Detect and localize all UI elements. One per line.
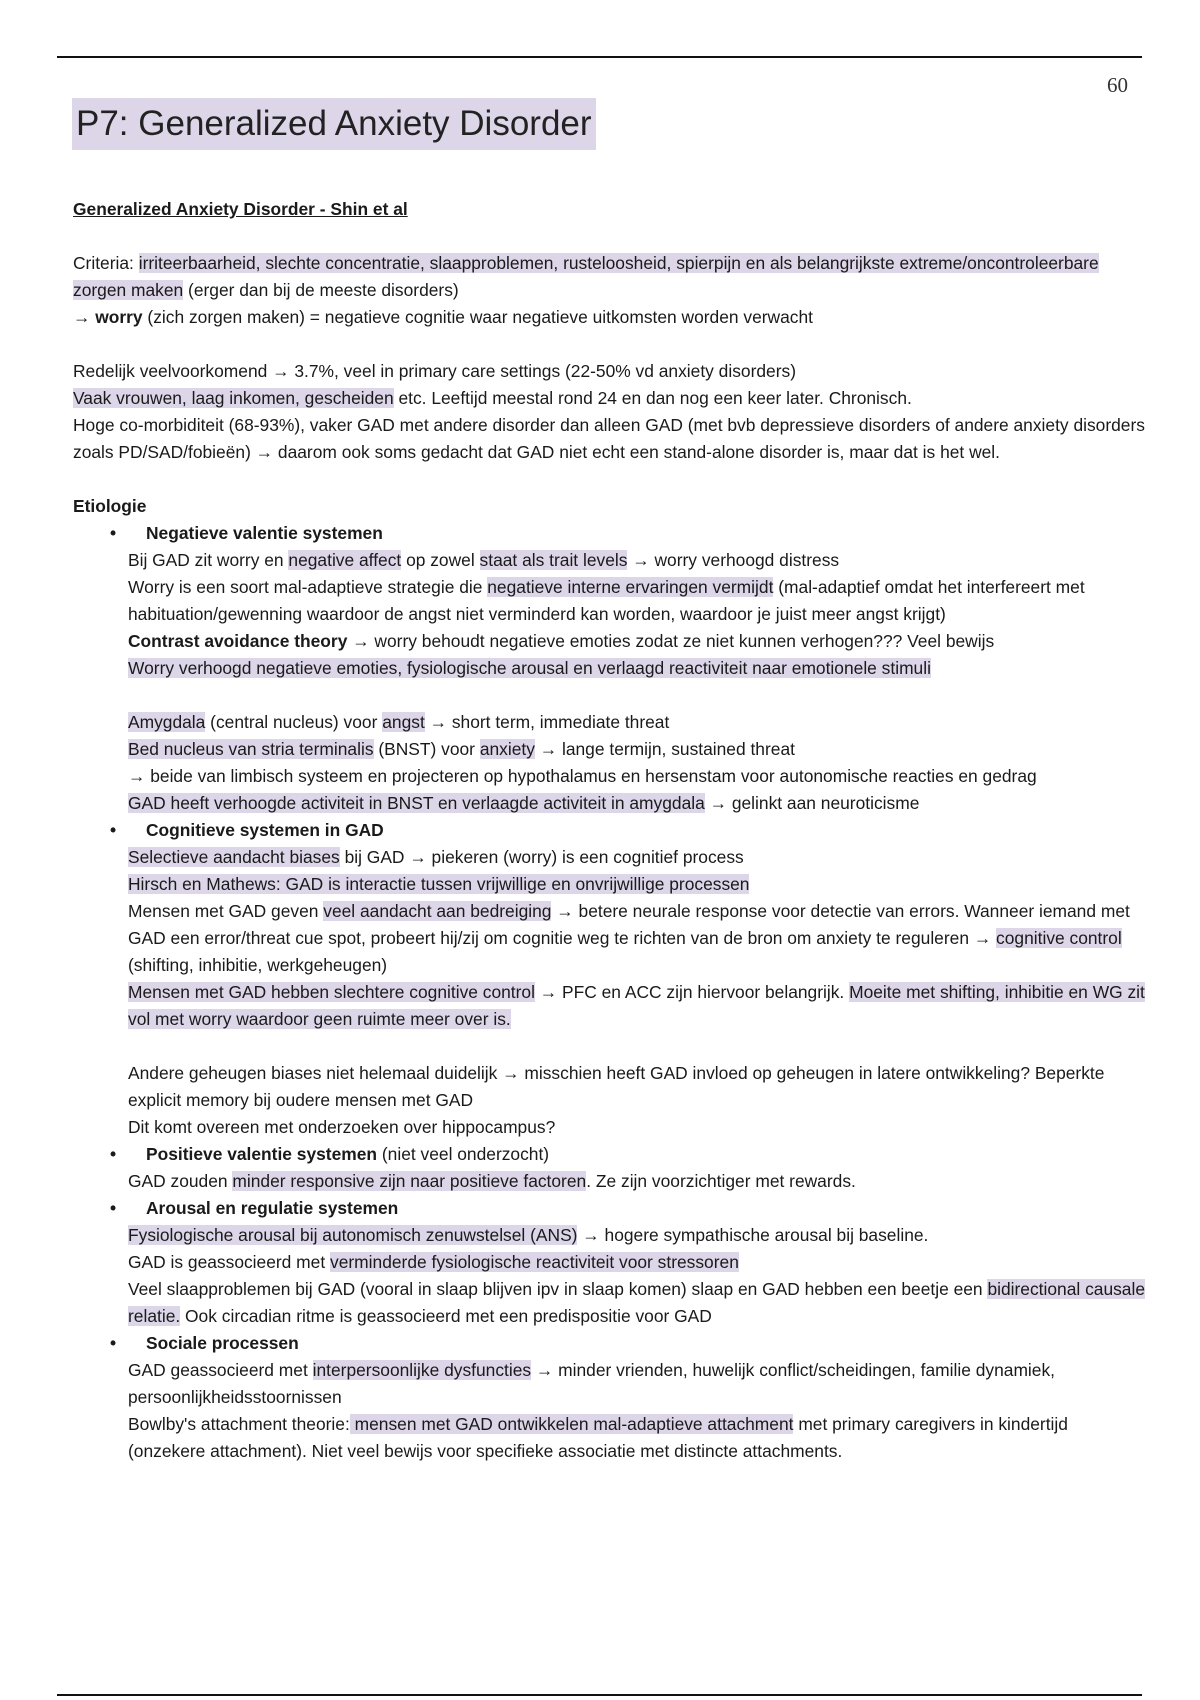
contrast-avoidance-term: Contrast avoidance theory [128, 631, 348, 651]
text: (BNST) voor [373, 739, 480, 759]
text: (mal-adaptief omdat het interfereert met habituation/gewenning waardoor de angst niet verminderd kan worden, waardoor je juist meer angst krijgt) [128, 577, 1085, 624]
cog-line-4 [128, 979, 1148, 1033]
text: → betere neurale response voor detectie van errors. Wanneer iemand met GAD een error/threat cue spot, probeert hij/zij om cognitie weg te richten van de bron om anxiety te reguleren → [128, 901, 1130, 948]
section-title: Generalized Anxiety Disorder - Shin et al [73, 199, 408, 219]
highlight: Bed nucleus van stria terminalis [128, 739, 374, 759]
social-line-2 [128, 1411, 1148, 1465]
heading-text: Positieve valentie systemen [146, 1144, 378, 1164]
highlight: Mensen met GAD hebben slechtere cognitive control [128, 982, 535, 1002]
cog-line-6: Dit komt overeen met onderzoeken over hippocampus? [128, 1117, 556, 1137]
text: GAD geassocieerd met [128, 1360, 313, 1380]
worry-arrow: → [73, 307, 96, 327]
neg-line-4 [128, 655, 1148, 682]
highlight: verminderde fysiologische reactiviteit voor stressoren [330, 1252, 739, 1272]
bullet-heading: • Arousal en regulatie systemen [128, 1195, 1148, 1222]
text: Mensen met GAD geven [128, 901, 324, 921]
bullet-heading: • Sociale processen [128, 1330, 1148, 1357]
text: GAD is geassocieerd met [128, 1252, 331, 1272]
text: met primary caregivers in kindertijd (onzekere attachment). Niet veel bewijs voor specifieke associatie met distincte attachments. [128, 1414, 1068, 1461]
prevalence-line: Redelijk veelvoorkomend → 3.7%, veel in primary care settings (22-50% vd anxiety disorders) [73, 361, 796, 381]
text: Veel slaapproblemen bij GAD (vooral in slaap blijven ipv in slaap komen) slaap en GAD hebben een beetje een [128, 1279, 988, 1299]
highlight: GAD heeft verhoogde activiteit in BNST en verlaagde activiteit in amygdala [128, 793, 705, 813]
text: → short term, immediate threat [424, 712, 670, 732]
bottom-rule [57, 1694, 1142, 1696]
highlight: Selectieve aandacht biases [128, 847, 340, 867]
pos-line-1 [128, 1168, 1148, 1195]
highlight: angst [382, 712, 425, 732]
text: → worry behoudt negatieve emoties zodat ze niet kunnen verhogen??? Veel bewijs [347, 631, 995, 651]
highlight: Amygdala [128, 712, 206, 732]
neg-line-5 [128, 709, 1148, 736]
highlight: negative affect [288, 550, 402, 570]
cog-line-1 [128, 844, 1148, 871]
cog-line-5: Andere geheugen biases niet helemaal duidelijk → misschien heeft GAD invloed op geheugen in latere ontwikkeling? Beperkte explicit memory bij oudere mensen met GAD [128, 1063, 1105, 1110]
arousal-line-1 [128, 1222, 1148, 1249]
highlight: veel aandacht aan bedreiging [323, 901, 552, 921]
highlight: bidirectional causale relatie. [128, 1279, 1146, 1326]
bullet-heading: • Cognitieve systemen in GAD [128, 817, 1148, 844]
demographics-line [73, 385, 1148, 412]
text: op zowel [401, 550, 480, 570]
cog-line-3 [128, 898, 1148, 979]
arousal-line-2 [128, 1249, 1148, 1276]
neg-line-3 [128, 628, 1148, 655]
criteria-label: Criteria: [73, 253, 139, 273]
top-rule [57, 56, 1142, 58]
text: GAD zouden [128, 1171, 233, 1191]
highlight: negatieve interne ervaringen vermijdt [487, 577, 774, 597]
etiologie-list [73, 520, 1148, 1465]
highlight: staat als trait levels [479, 550, 628, 570]
neg-line-7: → beide van limbisch systeem en projecteren op hypothalamus en hersenstam voor autonomische reacties en gedrag [128, 766, 1037, 786]
criteria-highlight: irriteerbaarheid, slechte concentratie, slaapproblemen, rusteloosheid, spierpijn en als belangrijkste extreme/oncontroleerbare zorgen maken [73, 253, 1099, 300]
neg-line-6 [128, 736, 1148, 763]
list-item-sociale-processen [128, 1330, 1148, 1465]
highlight: Worry verhoogd negatieve emoties, fysiologische arousal en verlaagd reactiviteit naar emotionele stimuli [128, 658, 931, 678]
text: Bij GAD zit worry en [128, 550, 289, 570]
bullet-heading [128, 1141, 1148, 1168]
demographics-highlight: Vaak vrouwen, laag inkomen, gescheiden [73, 388, 394, 408]
highlight: Moeite met shifting, inhibitie en WG zit vol met worry waardoor geen ruimte meer over is. [128, 982, 1145, 1029]
document-body [73, 196, 1148, 1465]
etiologie-title: Etiologie [73, 496, 147, 516]
list-item-cognitieve-systemen [128, 817, 1148, 1141]
criteria-paragraph [73, 250, 1148, 331]
worry-term: worry [95, 307, 143, 327]
text: . Ze zijn voorzichtiger met rewards. [586, 1171, 856, 1191]
highlight: minder responsive zijn naar positieve factoren [232, 1171, 587, 1191]
bullet-heading: • Negatieve valentie systemen [128, 520, 1148, 547]
heading-note: (niet veel onderzocht) [377, 1144, 550, 1164]
worry-definition: (zich zorgen maken) = negatieve cognitie waar negatieve uitkomsten worden verwacht [142, 307, 813, 327]
highlight: mensen met GAD ontwikkelen mal-adaptieve attachment [349, 1414, 794, 1434]
highlight: cognitive control [996, 928, 1122, 948]
text: → PFC en ACC zijn hiervoor belangrijk. [534, 982, 850, 1002]
text: (shifting, inhibitie, werkgeheugen) [128, 955, 388, 975]
neg-line-2 [128, 574, 1148, 628]
highlight: anxiety [479, 739, 535, 759]
text: (central nucleus) voor [205, 712, 383, 732]
text: → lange termijn, sustained threat [534, 739, 795, 759]
text: Worry is een soort mal-adaptieve strategie die [128, 577, 488, 597]
text: bij GAD → piekeren (worry) is een cognitief process [339, 847, 744, 867]
text: Bowlby's attachment theorie: [128, 1414, 350, 1434]
text: → minder vrienden, huwelijk conflict/scheidingen, familie dynamiek, persoonlijkheidsstoornissen [128, 1360, 1055, 1407]
highlight: Fysiologische arousal bij autonomisch zenuwstelsel (ANS) [128, 1225, 578, 1245]
list-item-negatieve-valentie [128, 520, 1148, 817]
text: → hogere sympathische arousal bij baseline. [577, 1225, 929, 1245]
text: → gelinkt aan neuroticisme [704, 793, 920, 813]
page-title: P7: Generalized Anxiety Disorder [72, 98, 596, 150]
neg-line-8 [128, 790, 1148, 817]
list-item-arousal [128, 1195, 1148, 1330]
highlight: interpersoonlijke dysfuncties [312, 1360, 532, 1380]
text: Ook circadian ritme is geassocieerd met een predispositie voor GAD [180, 1306, 712, 1326]
arousal-line-3 [128, 1276, 1148, 1330]
comorbidity-paragraph: Hoge co-morbiditeit (68-93%), vaker GAD met andere disorder dan alleen GAD (met bvb depressieve disorders of andere anxiety disorders zoals PD/SAD/fobieën) → daarom ook soms gedacht dat GAD niet echt een stand-alone disorder is, maar dat is het wel. [73, 415, 1145, 462]
demographics-rest: etc. Leeftijd meestal rond 24 en dan nog een keer later. Chronisch. [393, 388, 912, 408]
highlight: GAD is interactie tussen vrijwillige en onvrijwillige processen [285, 874, 750, 894]
criteria-rest: (erger dan bij de meeste disorders) [183, 280, 459, 300]
text: → worry verhoogd distress [627, 550, 840, 570]
neg-line-1 [128, 547, 1148, 574]
social-line-1 [128, 1357, 1148, 1411]
page-number: 60 [1107, 73, 1128, 97]
list-item-positieve-valentie [128, 1141, 1148, 1195]
cog-line-2 [128, 871, 1148, 898]
highlight: Hirsch en Mathews: [128, 874, 286, 894]
